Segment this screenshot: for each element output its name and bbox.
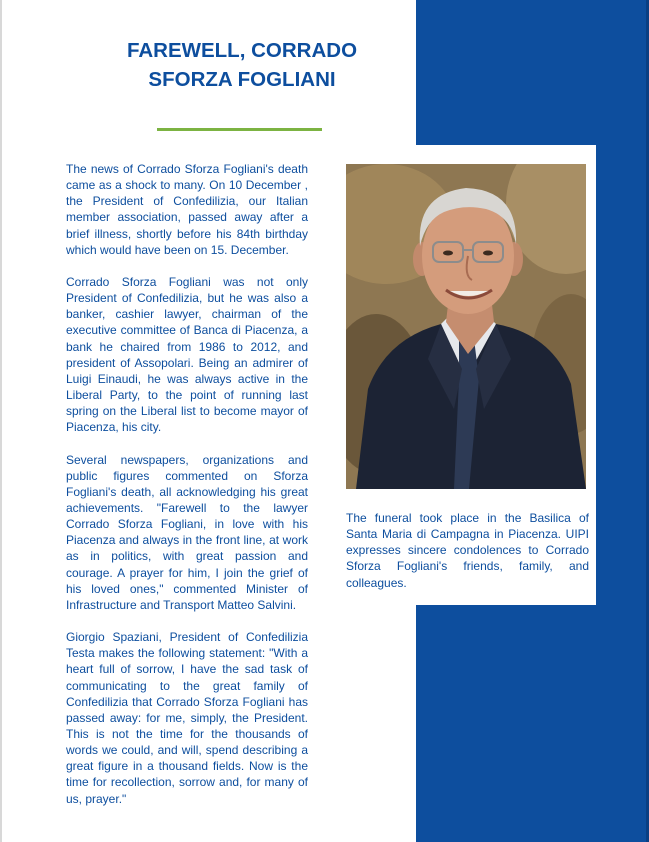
page-left-border	[0, 0, 2, 842]
article-title-line-1: FAREWELL, CORRADO	[126, 39, 358, 62]
article-paragraph: Several newspapers, organizations and public figures commented on Sforza Fogliani's death, all acknowledging his great achievements. "Farewell to the lawyer Corrado Sforza Fogliani, in love with his Piacenza and always in the front line, at work as in politics, with great passion and courage. A prayer for him, I join the grief of his loved ones," commented Minister of Infrastructure and Transport Matteo Salvini.	[66, 452, 308, 612]
title-divider	[157, 128, 322, 131]
article-paragraph: Corrado Sforza Fogliani was not only President of Confedilizia, but he was also a banker, cashier lawyer, chairman of the executive committee of Banca di Piacenza, a bank he chaired from 1986 to 2012, and president of Assopolari. Being an admirer of Luigi Einaudi, he was always active in the Liberal Party, to the point of running last spring on the Liberal list to become mayor of Piacenza, his city.	[66, 274, 308, 435]
photo-caption: The funeral took place in the Basilica of Santa Maria di Campagna in Piacenza. UIPI expresses sincere condolences to Corrado Sforza Fogliani's friends, family, and colleagues.	[346, 511, 589, 590]
article-title	[92, 36, 392, 94]
article-paragraph: The news of Corrado Sforza Fogliani's death came as a shock to many. On 10 December , the President of Confedilizia, our Italian member association, passed away after a brief illness, shortly before his 84th birthday which would have been on 15. December.	[66, 162, 308, 257]
article-title-line-2: SFORZA FOGLIANI	[148, 68, 336, 91]
article-body	[66, 161, 308, 823]
article-paragraph: Giorgio Spaziani, President of Confedilizia Testa makes the following statement: "With a heart full of sorrow, I have the sad task of communicating to the great family of Confedilizia that Corrado Sforza Fogliani has passed away: for me, simply, the President. This is not the time for the thousands of words we could, and will, spend describing a great figure in a thousand fields. Now is the time for recollection, sorrow and, for many of us, prayer."	[66, 630, 308, 806]
portrait-photo	[346, 164, 586, 489]
